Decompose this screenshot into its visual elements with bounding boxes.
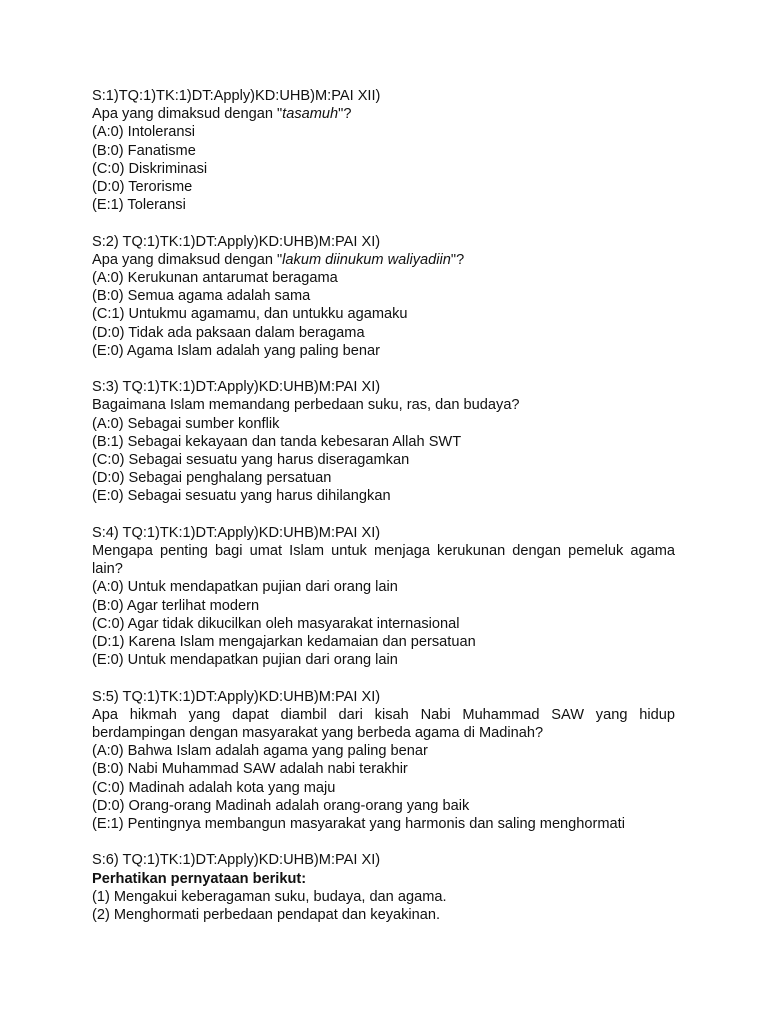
question-header: S:6) TQ:1)TK:1)DT:Apply)KD:UHB)M:PAI XI) (92, 852, 381, 869)
question-stem: Bagaimana Islam memandang perbedaan suku, ras, dan budaya? (92, 397, 520, 414)
answer-option: (E:0) Sebagai sesuatu yang harus dihilangkan (92, 488, 391, 505)
answer-option: (B:0) Agar terlihat modern (92, 597, 260, 614)
document-page (92, 87, 675, 942)
answer-option: (C:0) Madinah adalah kota yang maju (92, 779, 336, 796)
answer-option: (A:0) Kerukunan antarumat beragama (92, 270, 338, 287)
answer-option: (B:0) Semua agama adalah sama (92, 288, 311, 305)
answer-option: (A:0) Bahwa Islam adalah agama yang paling benar (92, 743, 428, 760)
answer-option: (B:1) Sebagai kekayaan dan tanda kebesaran Allah SWT (92, 433, 462, 450)
question-6 (92, 851, 675, 924)
answer-option: (D:0) Tidak ada paksaan dalam beragama (92, 324, 365, 341)
answer-option: (C:1) Untukmu agamamu, dan untukku agamaku (92, 306, 408, 323)
question-stem: Mengapa penting bagi umat Islam untuk menjaga kerukunan dengan pemeluk agama lain? (92, 543, 675, 578)
question-stem: Apa yang dimaksud dengan "lakum diinukum waliyadiin"? (92, 251, 465, 268)
question-3 (92, 378, 675, 505)
answer-option: (E:0) Agama Islam adalah yang paling benar (92, 342, 380, 359)
question-stem: Apa hikmah yang dapat diambil dari kisah Nabi Muhammad SAW yang hidup berdampingan dengan masyarakat yang berbeda agama di Madinah? (92, 706, 675, 742)
answer-option: (C:0) Diskriminasi (92, 160, 208, 177)
answer-option: (B:0) Fanatisme (92, 142, 196, 159)
answer-option: (C:0) Sebagai sesuatu yang harus diseragamkan (92, 452, 410, 469)
question-header: S:2) TQ:1)TK:1)DT:Apply)KD:UHB)M:PAI XI) (92, 233, 381, 250)
question-header: S:3) TQ:1)TK:1)DT:Apply)KD:UHB)M:PAI XI) (92, 379, 381, 396)
answer-option: (A:0) Intoleransi (92, 124, 196, 141)
question-stem: Apa yang dimaksud dengan "tasamuh"? (92, 106, 352, 123)
statement-item: (1) Mengakui keberagaman suku, budaya, dan agama. (92, 888, 447, 905)
italic-term: tasamuh (282, 106, 339, 123)
answer-option: (E:1) Pentingnya membangun masyarakat yang harmonis dan saling menghormati (92, 816, 625, 833)
question-2 (92, 233, 675, 360)
question-stem: Perhatikan pernyataan berikut: (92, 870, 307, 887)
question-header: S:4) TQ:1)TK:1)DT:Apply)KD:UHB)M:PAI XI) (92, 524, 381, 541)
answer-option: (B:0) Nabi Muhammad SAW adalah nabi terakhir (92, 761, 408, 778)
question-5 (92, 688, 675, 834)
answer-option: (E:0) Untuk mendapatkan pujian dari orang lain (92, 652, 398, 669)
answer-option: (E:1) Toleransi (92, 197, 186, 214)
answer-option: (A:0) Untuk mendapatkan pujian dari orang lain (92, 579, 398, 596)
answer-option: (D:0) Sebagai penghalang persatuan (92, 470, 332, 487)
answer-option: (D:0) Orang-orang Madinah adalah orang-orang yang baik (92, 797, 470, 814)
answer-option: (D:0) Terorisme (92, 179, 193, 196)
answer-option: (D:1) Karena Islam mengajarkan kedamaian dan persatuan (92, 634, 476, 651)
statement-item: (2) Menghormati perbedaan pendapat dan keyakinan. (92, 907, 441, 924)
question-4 (92, 524, 675, 670)
italic-term: lakum diinukum waliyadiin (282, 251, 451, 268)
question-header: S:1)TQ:1)TK:1)DT:Apply)KD:UHB)M:PAI XII) (92, 88, 381, 104)
question-header: S:5) TQ:1)TK:1)DT:Apply)KD:UHB)M:PAI XI) (92, 688, 381, 705)
question-1 (92, 87, 675, 214)
answer-option: (C:0) Agar tidak dikucilkan oleh masyarakat internasional (92, 615, 460, 632)
answer-option: (A:0) Sebagai sumber konflik (92, 415, 280, 432)
